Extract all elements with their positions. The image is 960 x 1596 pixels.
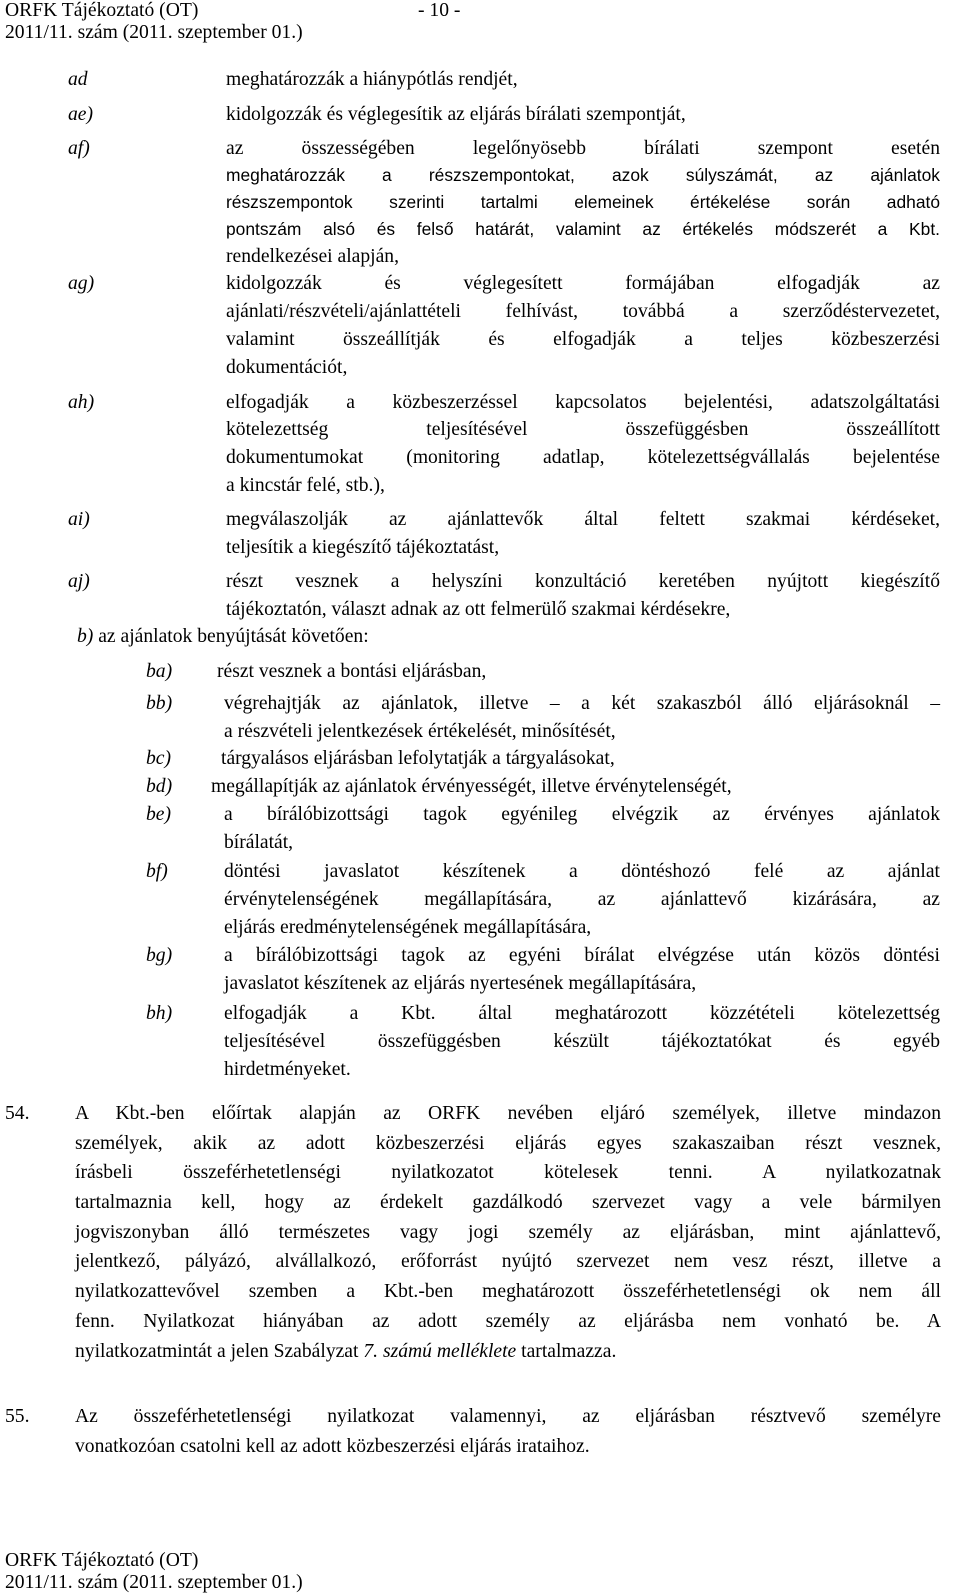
paragraph-line: írásbeli összeférhetetlenségi nyilatkozatot kötelesek tenni. A nyilatkozatnak — [75, 1162, 941, 1184]
section-b-heading-text: az ajánlatok benyújtását követően: — [98, 626, 369, 647]
paragraph-text: tartalmazza. — [516, 1340, 617, 1362]
item-text-line: megállapítják az ajánlatok érvényességét, illetve érvénytelenségét, — [211, 776, 732, 797]
point-55-number: 55. — [5, 1406, 30, 1427]
footer-issue: 2011/11. szám (2011. szeptember 01.) — [5, 1572, 303, 1593]
section-b-label: b) — [77, 626, 94, 647]
item-label: bh) — [146, 1003, 173, 1024]
paragraph-line — [75, 1337, 941, 1367]
section-b-heading — [77, 623, 369, 650]
item-label: bf) — [146, 861, 168, 882]
paragraph-line: tartalmaznia kell, hogy az érdekelt gazdálkodó szervezet vagy a vele bármilyen — [75, 1192, 941, 1214]
item-label: ai) — [68, 509, 90, 530]
item-text-line: döntési javaslatot készítenek a döntéshozó felé az ajánlat — [224, 861, 940, 882]
item-text-line: az összességében legelőnyösebb bírálati szempont esetén — [226, 138, 940, 159]
item-text-line: ajánlati/részvételi/ajánlattételi felhívást, továbbá a szerződéstervezetet, — [226, 301, 940, 322]
paragraph-line: vonatkozóan csatolni kell az adott közbeszerzési eljárás irataihoz. — [75, 1435, 590, 1457]
item-text-line: a kincstár felé, stb.), — [226, 475, 385, 496]
item-text-line: részszempontok szerinti tartalmi elemeinek értékelése során adható — [226, 192, 940, 212]
paragraph-line: nyilatkozattevővel szemben a Kbt.-ben meghatározott összeférhetetlenségi ok nem áll — [75, 1281, 941, 1303]
item-text-line: a részvételi jelentkezések értékelését, minősítését, — [224, 721, 616, 742]
item-label: bg) — [146, 945, 173, 966]
paragraph-line: jogviszonyban álló természetes vagy jogi személy az eljárásban, mint ajánlattevő, — [75, 1221, 941, 1243]
header-title: ORFK Tájékoztató (OT) — [5, 0, 199, 21]
item-text-line: javaslatot készítenek az eljárás nyertesének megállapítására, — [224, 973, 697, 994]
paragraph-line: fenn. Nyilatkozat hiányában az adott személy az eljárásba nem vonható be. A — [75, 1310, 941, 1332]
item-label: bb) — [146, 693, 173, 714]
item-text-line: kidolgozzák és véglegesített formájában elfogadják az — [226, 273, 940, 294]
item-text-line: meghatározzák a részszempontokat, azok súlyszámát, az ajánlatok — [226, 165, 940, 185]
point-55-paragraph — [75, 1402, 941, 1461]
item-text-line: teljesítik a kiegészítő tájékoztatást, — [226, 537, 500, 558]
item-text-line: részt vesznek a bontási eljárásban, — [217, 661, 487, 682]
footer-title: ORFK Tájékoztató (OT) — [5, 1550, 199, 1571]
item-text-line: eljárás eredménytelenségének megállapítására, — [224, 917, 592, 938]
item-label: ag) — [68, 273, 95, 294]
item-label: ah) — [68, 392, 95, 413]
item-text-line: dokumentumokat (monitoring adatlap, kötelezettségvállalás bejelentése — [226, 447, 940, 468]
item-text-line: a bírálóbizottsági tagok egyénileg elvégzik az érvényes ajánlatok — [224, 804, 940, 825]
item-text-line: megválaszolják az ajánlattevők által feltett szakmai kérdéseket, — [226, 509, 940, 530]
paragraph-line: személyek, akik az adott közbeszerzési eljárás egyes szakaszaiban részt vesznek, — [75, 1132, 941, 1154]
item-text-line: hirdetményeket. — [224, 1059, 351, 1080]
point-54-paragraph — [75, 1099, 941, 1366]
item-text-line: meghatározzák a hiánypótlás rendjét, — [226, 69, 518, 90]
point-54-number: 54. — [5, 1103, 30, 1124]
item-text-line: végrehajtják az ajánlatok, illetve – a két szakaszból álló eljárásoknál – — [224, 693, 940, 714]
item-text-line: érvénytelenségének megállapítására, az ajánlattevő kizárására, az — [224, 889, 940, 910]
annex-reference: 7. számú melléklete — [363, 1340, 517, 1362]
item-text-line: valamint összeállítják és elfogadják a teljes közbeszerzési — [226, 329, 940, 350]
item-text-line: tárgyalásos eljárásban lefolytatják a tárgyalásokat, — [221, 748, 615, 769]
item-text-line: pontszám alsó és felső határát, valamint az értékelés módszerét a Kbt. — [226, 219, 940, 239]
item-text-line: elfogadják a közbeszerzéssel kapcsolatos bejelentési, adatszolgáltatási — [226, 392, 940, 413]
item-text-line: kidolgozzák és véglegesítik az eljárás bírálati szempontját, — [226, 104, 686, 125]
item-text-line: dokumentációt, — [226, 357, 348, 378]
item-text-line: teljesítésével összefüggésben készült tájékoztatókat és egyéb — [224, 1031, 940, 1052]
paragraph-line: A Kbt.-ben előírtak alapján az ORFK nevében eljáró személyek, illetve mindazon — [75, 1103, 941, 1124]
item-label: af) — [68, 138, 90, 159]
item-text-line: részt vesznek a helyszíni konzultáció keretében nyújtott kiegészítő — [226, 571, 940, 592]
item-label: bc) — [146, 748, 172, 769]
header-issue: 2011/11. szám (2011. szeptember 01.) — [5, 22, 303, 43]
page-number: - 10 - — [418, 0, 461, 21]
item-label: ad — [68, 69, 88, 90]
paragraph-line: jelentkező, pályázó, alvállalkozó, erőforrást nyújtó szervezet nem vesz részt, illetve a — [75, 1251, 941, 1273]
item-text-line: elfogadják a Kbt. által meghatározott közzétételi kötelezettség — [224, 1003, 940, 1024]
item-text-line: tájékoztatón, választ adnak az ott felmerülő szakmai kérdésekre, — [226, 599, 731, 620]
item-text-line: rendelkezései alapján, — [226, 246, 399, 267]
item-label: bd) — [146, 776, 173, 797]
paragraph-text: nyilatkozatmintát a jelen Szabályzat — [75, 1340, 364, 1362]
paragraph-line: Az összeférhetetlenségi nyilatkozat valamennyi, az eljárásban résztvevő személyre — [75, 1406, 941, 1427]
item-label: be) — [146, 804, 172, 825]
item-label: ba) — [146, 661, 173, 682]
item-label: aj) — [68, 571, 90, 592]
item-text-line: a bírálóbizottsági tagok az egyéni bírálat elvégzése után közös döntési — [224, 945, 940, 966]
item-label: ae) — [68, 104, 94, 125]
item-text-line: kötelezettség teljesítésével összefüggésben összeállított — [226, 419, 940, 440]
item-text-line: bírálatát, — [224, 832, 294, 853]
